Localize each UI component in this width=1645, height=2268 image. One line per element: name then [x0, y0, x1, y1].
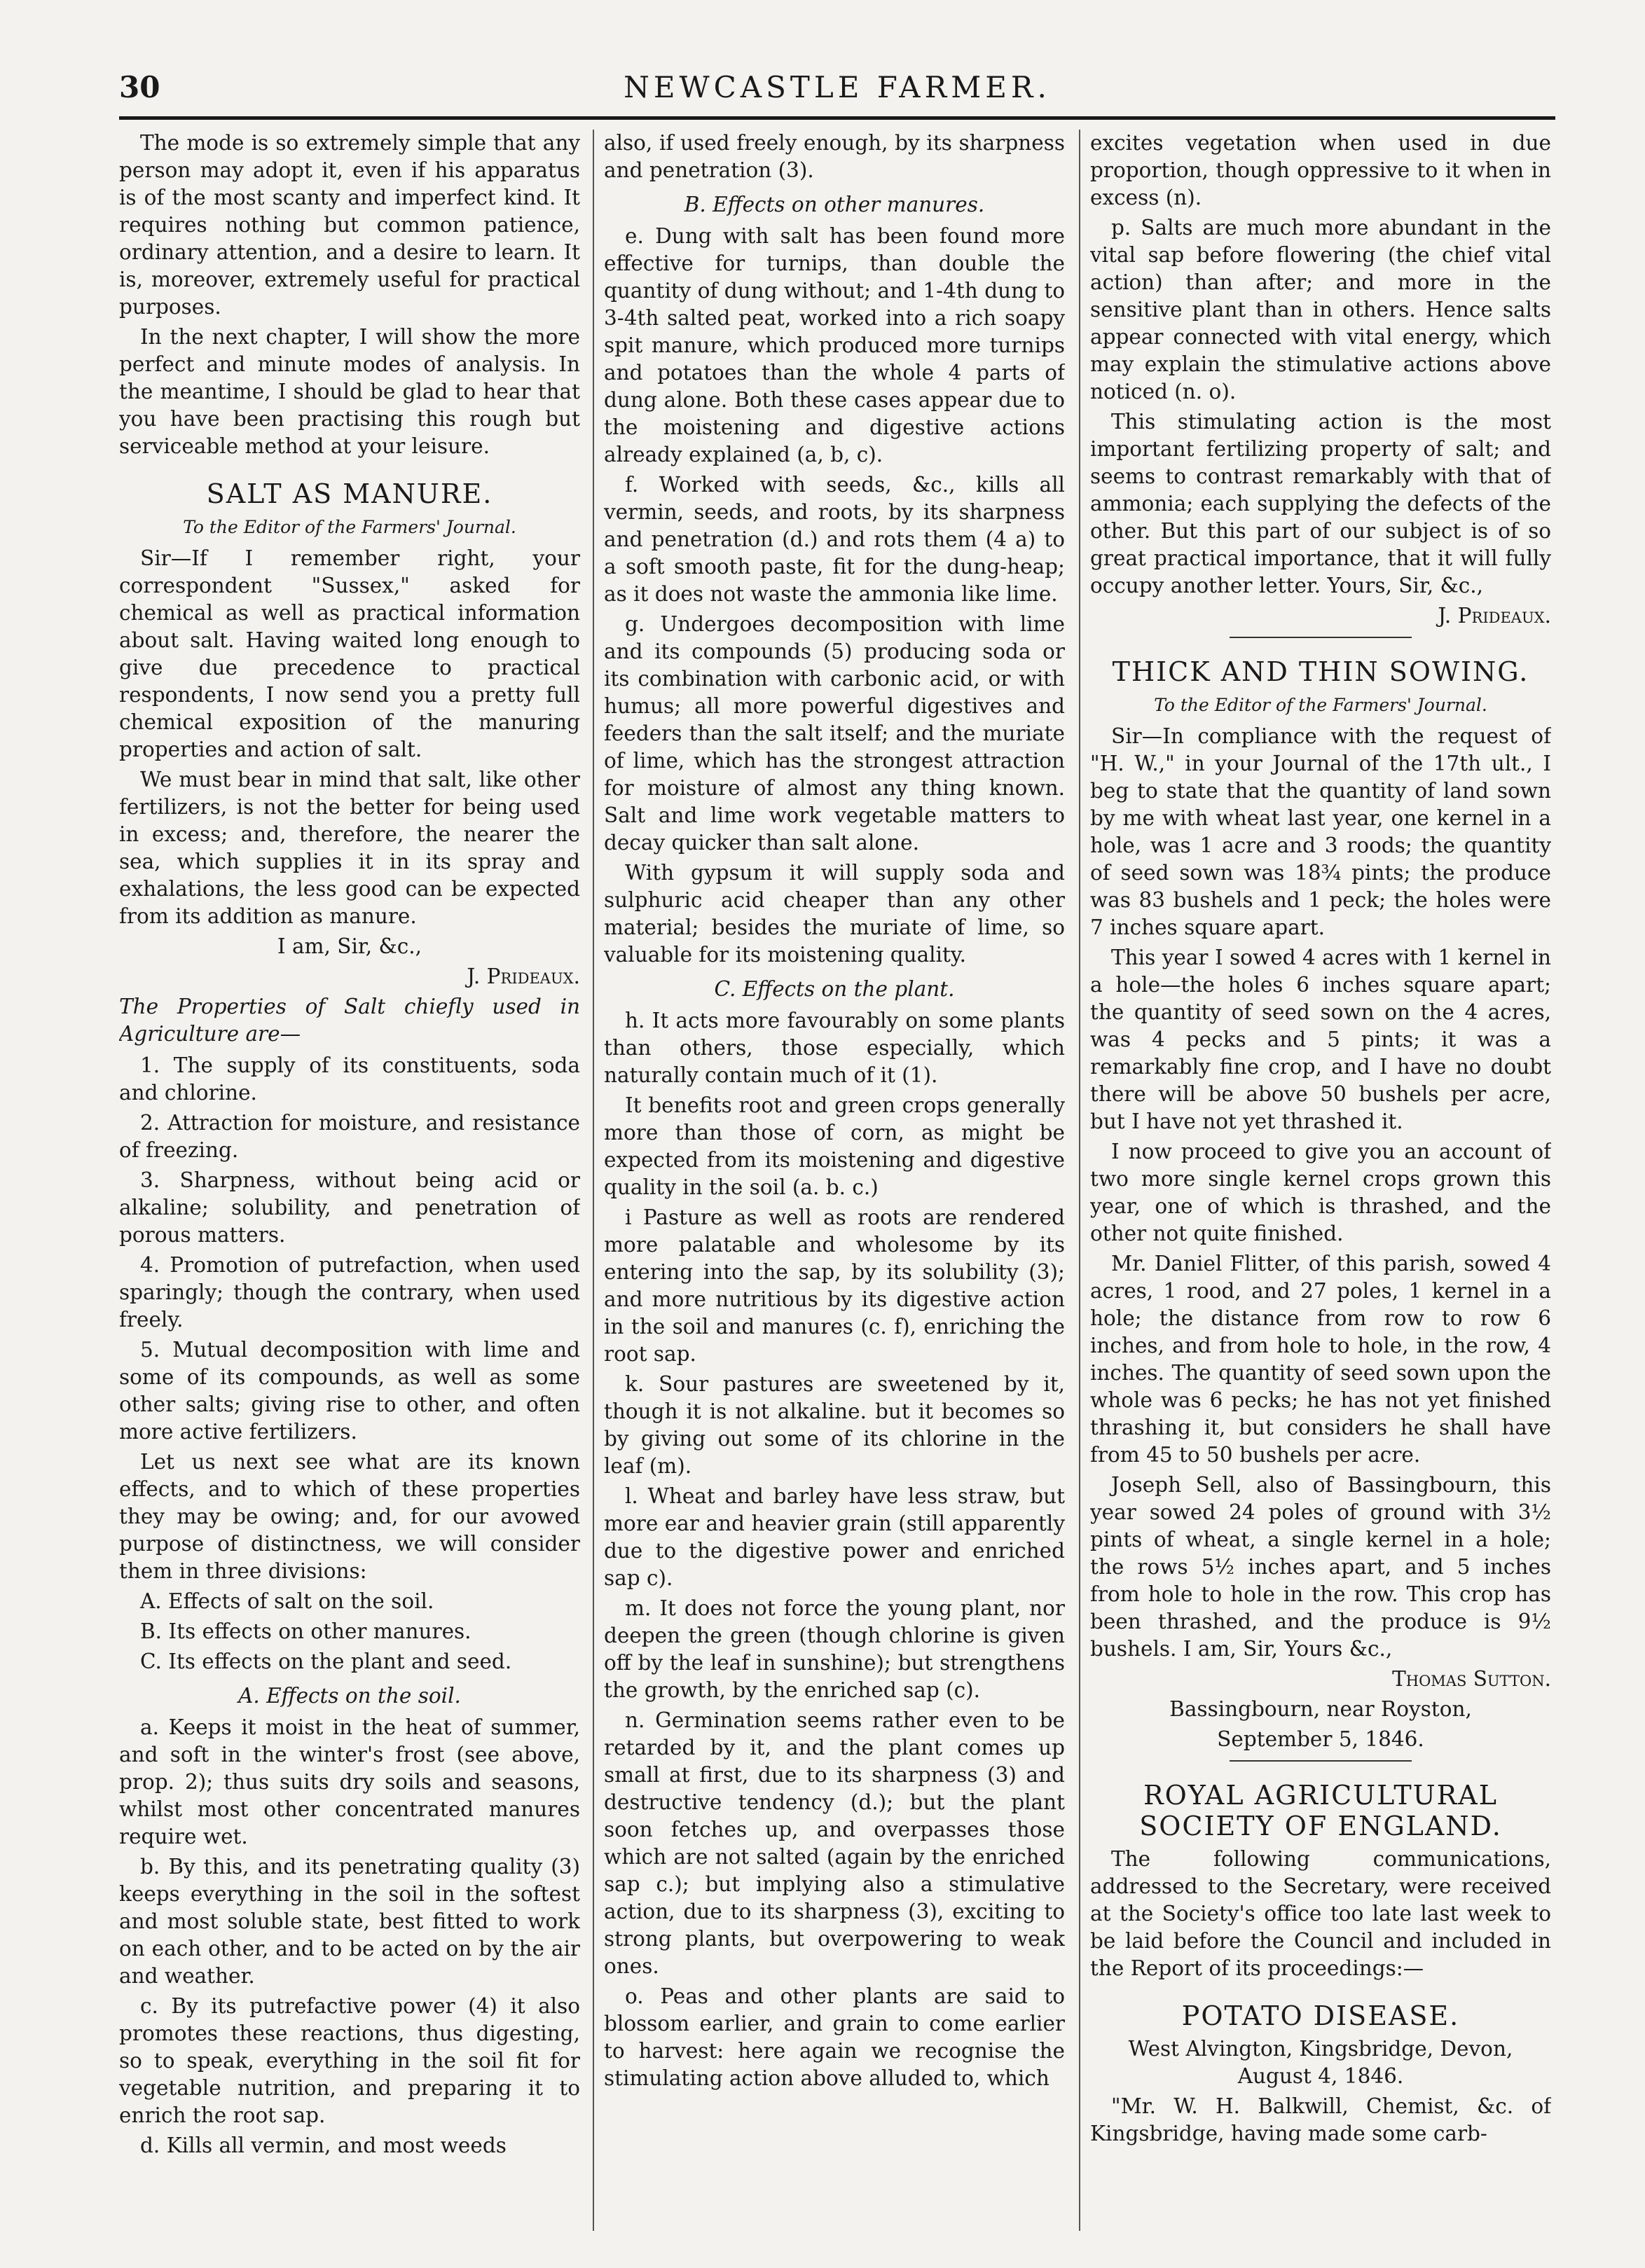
paragraph: d. Kills all vermin, and most weeds — [140, 2134, 507, 2157]
paragraph: a. Keeps it moist in the heat of summer, and soft in the winter's frost (see above, prop. 2); thus suits dry soils and seasons, whilst most other concentrated manures require wet. — [119, 1715, 580, 1848]
paragraph: c. By its putrefactive power (4) it also promotes these reactions, thus digesting, so to speak, everything in the soil fit for vegetable nutrition, and preparing it to enrich the root sap. — [119, 1994, 580, 2127]
column-rule-1 — [593, 130, 594, 2231]
paragraph: Mr. Daniel Flitter, of this parish, sowed 4 acres, 1 rood, and 27 poles, 1 kernel in a hole; the distance from row to row 6 inches, and from hole to hole, in the row, 4 inches. The quantity of seed sown upon the whole was 6 pecks; he has not yet finished thrashing it, but considers he shall have from 45 to 50 bushels per acre. — [1090, 1252, 1551, 1467]
section-heading: B. Effects on other manures. — [684, 193, 985, 216]
paragraph: i Pasture as well as roots are rendered more palatable and wholesome by its entering into the sap, by its solubility (3); and more nutritious by its digestive action in the soil and manures (c. f), enriching the root sap. — [604, 1205, 1065, 1366]
article-title-sowing: THICK AND THIN SOWING. — [1112, 656, 1529, 687]
section-heading: C. Effects on the plant. — [714, 977, 955, 1001]
paragraph: g. Undergoes decomposition with lime and its compounds (5) producing soda or its combination with carbonic acid, or with humus; all more powerful digestives and feeders than the salt itself; and the muriate of lime, which has the strongest attraction for moisture of almost any thing known. Salt and lime work vegetable matters to decay quicker than salt alone. — [604, 612, 1065, 855]
paragraph: This stimulating action is the most important fertilizing property of salt; and seems to contrast remarkably with that of ammonia; each supplying the defects of the other. But this part of our subject is of so great practical importance, that it will fully occupy another letter. Yours, Sir, &c., — [1090, 410, 1551, 597]
list-item: B. Its effects on other manures. — [140, 1619, 472, 1643]
paragraph: b. By this, and its penetrating quality (3) keeps everything in the soil in the softest and most soluble state, best fitted to work on each other, and to be acted on by the air and weather. — [119, 1855, 580, 1988]
paragraph: excites vegetation when used in due proportion, though oppressive to it when in excess (n). — [1090, 131, 1551, 209]
section-divider — [1230, 1760, 1412, 1762]
paragraph: In the next chapter, I will show the more perfect and minute modes of analysis. In the meantime, I should be glad to hear that you have been practising this rough but serviceable method at your leisure. — [119, 325, 580, 458]
section-divider — [1230, 637, 1412, 638]
paragraph: m. It does not force the young plant, nor deepen the green (though chlorine is given off by the leaf in sunshine); but strengthens the growth, by the enriched sap (c). — [604, 1596, 1065, 1702]
paragraph: This year I sowed 4 acres with 1 kernel in a hole—the holes 6 inches square apart; the quantity of seed sown on the 4 acres, was 4 pecks and 5 pints; it was a remarkably fine crop, and I have no doubt there will be above 50 bushels per acre, but I have not yet thrashed it. — [1090, 946, 1551, 1133]
place-line: West Alvington, Kingsbridge, Devon, August 4, 1846. — [1128, 2037, 1513, 2088]
paragraph: I now proceed to give you an account of two more single kernel crops grown this year, one of which is thrashed, and the other not quite finished. — [1090, 1140, 1551, 1245]
paragraph: The mode is so extremely simple that any person may adopt it, even if his apparatus is of the most scanty and imperfect kind. It requires nothing but common patience, ordinary attention, and a desire to learn. It is, moreover, extremely useful for practical purposes. — [119, 131, 580, 319]
list-item: C. Its effects on the plant and seed. — [140, 1650, 512, 1673]
column-2 — [604, 130, 1065, 2238]
article-subtitle: To the Editor of the Farmers' Journal. — [1154, 695, 1487, 715]
list-item: 4. Promotion of putrefaction, when used sparingly; though the contrary, when used freely. — [119, 1253, 580, 1332]
page-header — [119, 70, 1555, 112]
column-1 — [119, 130, 580, 2238]
signature: J. Prideaux. — [1438, 604, 1551, 628]
page-number: 30 — [119, 70, 160, 104]
list-item: A. Effects of salt on the soil. — [140, 1589, 434, 1613]
paragraph: p. Salts are much more abundant in the vital sap before flowering (the chief vital action) than after; and more in the sensitive plant than in others. Hence salts appear connected with vital energy, which may explain the stimulative actions above noticed (n. o). — [1090, 216, 1551, 403]
article-title-salt: SALT AS MANURE. — [206, 478, 493, 509]
list-item: 2. Attraction for moisture, and resistance of freezing. — [119, 1111, 580, 1162]
paragraph: "Mr. W. H. Balkwill, Chemist, &c. of Kingsbridge, having made some carb- — [1090, 2094, 1551, 2145]
article-title-royal: ROYAL AGRICULTURAL SOCIETY OF ENGLAND. — [1139, 1780, 1502, 1841]
signature: Thomas Sutton. — [1392, 1667, 1551, 1691]
date-line: September 5, 1846. — [1217, 1727, 1424, 1751]
paragraph: We must bear in mind that salt, like other fertilizers, is not the better for being used in excess; and, therefore, the nearer the sea, which supplies it in its spray and exhalations, the less good can be expected from its addition as manure. — [119, 768, 580, 928]
properties-heading: The Properties of Salt chiefly used in Agriculture are— — [119, 995, 580, 1046]
paragraph: e. Dung with salt has been found more effective for turnips, than double the quantity of dung without; and 1-4th dung to 3-4th salted peat, worked into a rich soapy spit manure, which produced more turnips and potatoes than the whole 4 parts of dung alone. Both these cases appear due to the moistening and digestive actions already explained (a, b, c). — [604, 224, 1065, 466]
paragraph: f. Worked with seeds, &c., kills all vermin, seeds, and roots, by its sharpness and penetration (d.) and rots them (4 a) to a soft smooth paste, fit for the dung-heap; as it does not waste the ammonia like lime. — [604, 473, 1065, 606]
header-rule — [119, 116, 1555, 120]
paragraph: Sir—In compliance with the request of "H. W.," in your Journal of the 17th ult., I beg to state that the quantity of land sown by me with wheat last year, one kernel in a hole, was 1 acre and 3 roods; the quantity of seed sown was 18¾ pints; the produce was 83 bushels and 1 peck; the holes were 7 inches square apart. — [1090, 724, 1551, 939]
signature-line: I am, Sir, &c., — [277, 934, 422, 958]
list-item: 5. Mutual decomposition with lime and some of its compounds, as well as some other salts; giving rise to other, and often more active fertilizers. — [119, 1338, 580, 1444]
paragraph: Joseph Sell, also of Bassingbourn, this year sowed 24 poles of ground with 3½ pints of wheat, a single kernel in a hole; the rows 5½ inches apart, and 5 inches from hole to hole in the row. This crop has been thrashed, and the produce is 9½ bushels. I am, Sir, Yours &c., — [1090, 1473, 1551, 1661]
paragraph: n. Germination seems rather even to be retarded by it, and the plant comes up small at first, due to its sharpness (3) and destructive tendency (d.); but the plant soon fetches up, and overpasses those which are not salted (again by the enriched sap c.); but implying also a stimulative action, due to its sharpness (3), exciting to strong plants, but overpowering to weak ones. — [604, 1708, 1065, 1978]
running-title: NEWCASTLE FARMER. — [624, 70, 1051, 104]
properties-list — [119, 1052, 580, 1446]
paragraph: The following communications, addressed to the Secretary, were received at the Society's office too late last week to be laid before the Council and included in the Report of its proceedings:— — [1090, 1847, 1551, 1980]
paragraph: k. Sour pastures are sweetened by it, though it is not alkaline. but it becomes so by giving out some of its chlorine in the leaf (m). — [604, 1372, 1065, 1478]
paragraph: o. Peas and other plants are said to blossom earlier, and grain to come earlier to harvest: here again we recognise the stimulating action above alluded to, which — [604, 1984, 1065, 2090]
article-title-potato: POTATO DISEASE. — [1181, 2000, 1460, 2031]
paragraph: l. Wheat and barley have less straw, but more ear and heavier grain (still apparently due to the digestive power and enriched sap c). — [604, 1484, 1065, 1590]
list-item: 1. The supply of its constituents, soda and chlorine. — [119, 1053, 580, 1105]
article-subtitle: To the Editor of the Farmers' Journal. — [183, 517, 516, 537]
signature: J. Prideaux. — [467, 964, 580, 988]
column-rule-2 — [1079, 130, 1080, 2231]
paragraph: It benefits root and green crops generally more than those of corn, as might be expected from its moistening and digestive quality in the soil (a. b. c.) — [604, 1093, 1065, 1199]
paragraph: also, if used freely enough, by its sharpness and penetration (3). — [604, 131, 1065, 182]
paragraph: With gypsum it will supply soda and sulphuric acid cheaper than any other material; besides the muriate of lime, so valuable for its moistening quality. — [604, 861, 1065, 967]
paragraph: Let us next see what are its known effects, and to which of these properties they may be owing; and, for our avowed purpose of distinctness, we will consider them in three divisions: — [119, 1450, 580, 1583]
list-item: 3. Sharpness, without being acid or alkaline; solubility, and penetration of porous matters. — [119, 1168, 580, 1247]
paragraph: h. It acts more favourably on some plants than others, those especially, which naturally contain much of it (1). — [604, 1009, 1065, 1087]
place-line: Bassingbourn, near Royston, — [1169, 1697, 1472, 1721]
section-heading: A. Effects on the soil. — [238, 1684, 461, 1708]
paragraph: Sir—If I remember right, your correspondent "Sussex," asked for chemical as well as practical information about salt. Having waited long enough to give due precedence to practical respondents, I now send you a pretty full chemical exposition of the manuring properties and action of salt. — [119, 546, 580, 761]
column-3 — [1090, 130, 1551, 2238]
divisions-list — [119, 1588, 580, 1675]
